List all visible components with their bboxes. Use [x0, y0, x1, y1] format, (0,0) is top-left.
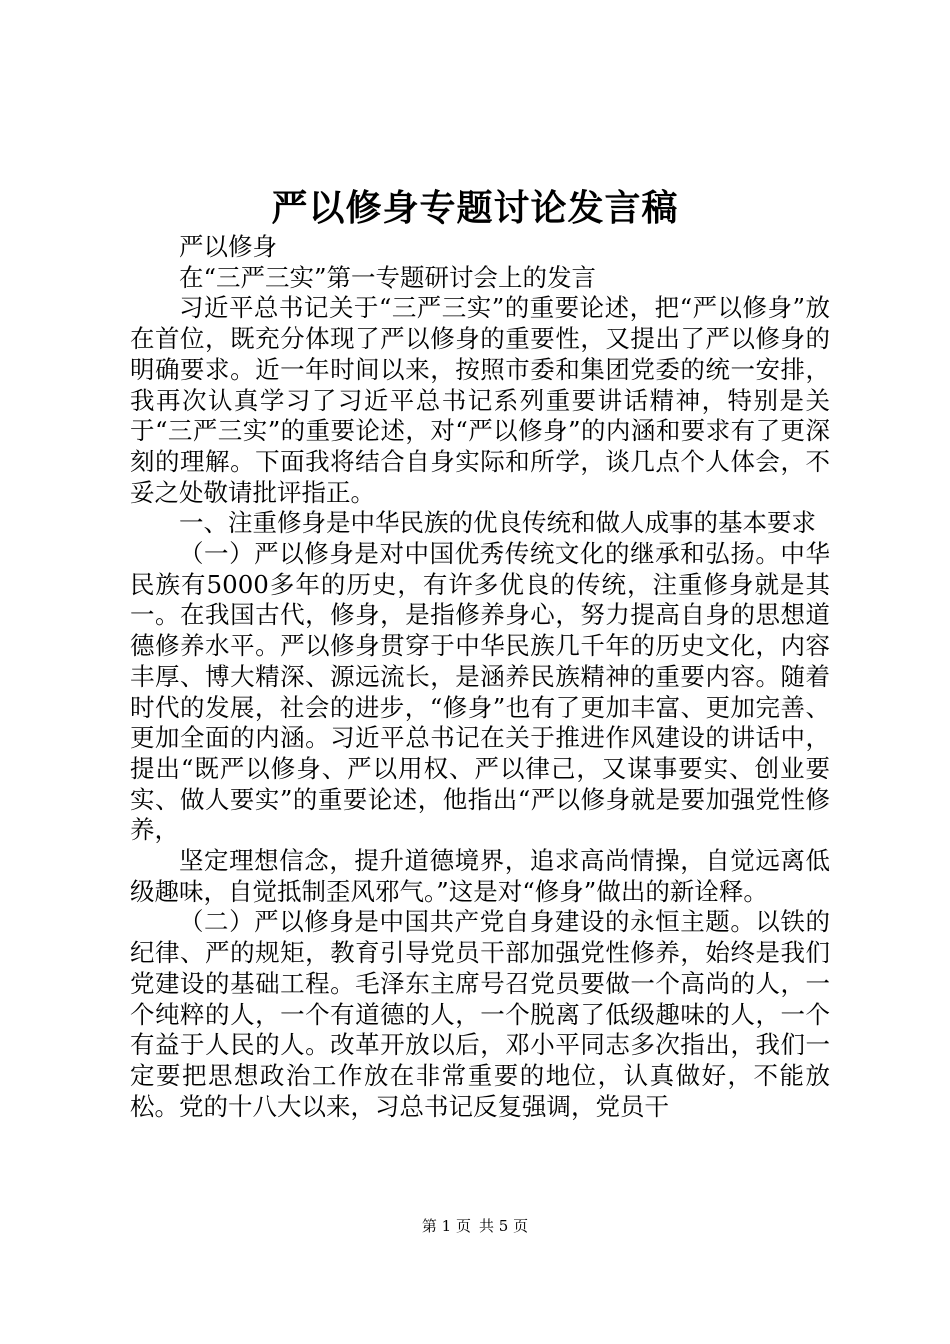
paragraph-intro: 习近平总书记关于“三严三实”的重要论述，把“严以修身”放在首位，既充分体现了严以修身的重要性，又提出了严以修身的明确要求。近一年时间以来，按照市委和集团党委的统一安排，我再次认真学习了习近平总书记系列重要讲话精神，特别是关于“三严三实”的重要论述，对“严以修身”的内涵和要求有了更深刻的理解。下面我将结合自身实际和所学，谈几点个人体会，不妥之处敬请批评指正。 [130, 293, 830, 507]
paragraph-heading-2: 在“三严三实”第一专题研讨会上的发言 [179, 262, 597, 292]
document-title: 严以修身专题讨论发言稿 [271, 187, 679, 229]
paragraph-section-heading: 一、注重修身是中华民族的优良传统和做人成事的基本要求 [179, 508, 816, 538]
paragraph-subsection-2: （二）严以修身是中国共产党自身建设的永恒主题。以铁的纪律、严的规矩，教育引导党员干部加强党性修养，始终是我们党建设的基础工程。毛泽东主席号召党员要做一个高尚的人，一个纯粹的人，一个有道德的人，一个脱离了低级趣味的人，一个有益于人民的人。改革开放以后，邓小平同志多次指出，我们一定要把思想政治工作放在非常重要的地位，认真做好，不能放松。党的十八大以来，习总书记反复强调，党员干 [130, 907, 830, 1121]
page-number: 第 1 页 [421, 1217, 471, 1235]
paragraph-heading-1: 严以修身 [179, 232, 277, 261]
paragraph-subsection-1-continued: 坚定理想信念，提升道德境界，追求高尚情操，自觉远离低级趣味，自觉抵制歪风邪气。”这是对“修身”做出的新诠释。 [130, 846, 830, 906]
paragraph-subsection-1: （一）严以修身是对中国优秀传统文化的继承和弘扬。中华民族有5000多年的历史，有许多优良的传统，注重修身就是其一。在我国古代，修身，是指修养身心，努力提高自身的思想道德修养水平。严以修身贯穿于中华民族几千年的历史文化，内容丰厚、博大精深、源远流长，是涵养民族精神的重要内容。随着时代的发展，社会的进步，“修身”也有了更加丰富、更加完善、更加全面的内涵。习近平总书记在关于推进作风建设的讲话中，提出“既严以修身、严以用权、严以律己，又谋事要实、创业要实、做人要实”的重要论述，他指出“严以修身就是要加强党性修养， [130, 539, 830, 845]
page-total: 共 5 页 [479, 1217, 529, 1235]
page-footer [0, 1216, 950, 1236]
document-body [130, 232, 830, 1122]
